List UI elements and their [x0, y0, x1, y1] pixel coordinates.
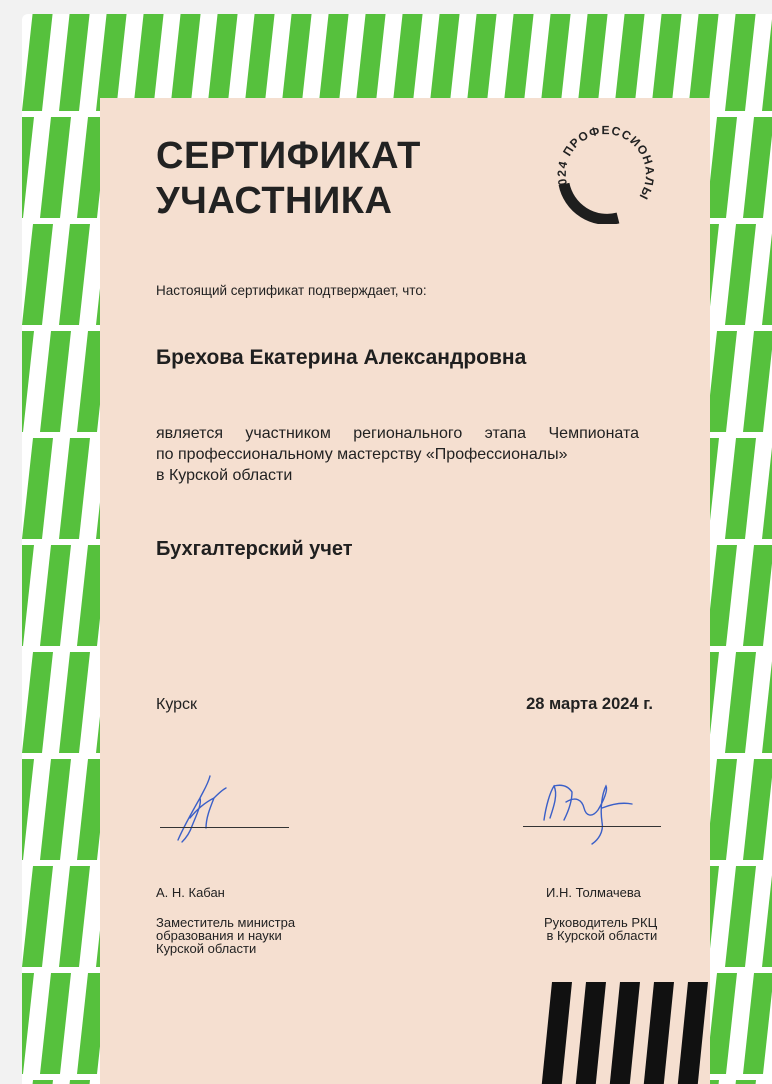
signatory-right-role-line-2: в Курской области — [546, 928, 658, 943]
stripe-tile — [743, 973, 772, 1074]
stripe-tile — [725, 652, 756, 753]
signature-line-right — [523, 826, 661, 827]
certificate-title — [156, 134, 421, 224]
stripe-tile — [40, 973, 71, 1074]
signatory-left-role-line-3: Курской области — [156, 941, 257, 956]
stripe-tile — [59, 438, 90, 539]
stripe-tile — [651, 14, 682, 111]
stripe-tile — [22, 652, 53, 753]
stripe-tile — [355, 14, 386, 111]
stripe-tile — [762, 866, 772, 967]
stripe-tile — [318, 14, 349, 111]
stripe-tile — [22, 866, 53, 967]
stripe-tile — [540, 14, 571, 111]
signatory-right-name: И.Н. Толмачева — [546, 885, 641, 900]
stripe-tile — [706, 545, 737, 646]
stripe-tile — [22, 14, 53, 111]
stripe-tile — [22, 331, 34, 432]
stripe-tile — [466, 14, 497, 111]
competition-skill: Бухгалтерский учет — [156, 538, 353, 560]
stripe-tile — [762, 438, 772, 539]
stripe-tile — [59, 14, 90, 111]
stripe-tile — [614, 14, 645, 111]
stripe-tile — [503, 14, 534, 111]
stripe-tile — [725, 866, 756, 967]
signature-left — [170, 768, 240, 848]
stripe-tile — [40, 545, 71, 646]
stripe-tile — [706, 117, 737, 218]
stripe-tile — [392, 14, 423, 111]
logo-ring-text: 2024 ПРОФЕССИОНАЛЫ — [554, 123, 658, 203]
black-stripe-accent — [532, 982, 732, 1084]
signatory-left-role-line-2: образования и науки — [156, 928, 282, 943]
stripe-tile — [743, 545, 772, 646]
stripe-tile — [22, 117, 34, 218]
professionaly-2024-logo — [552, 114, 662, 224]
issue-date: 28 марта 2024 г. — [526, 695, 653, 713]
stripe-tile — [688, 14, 719, 111]
intro-text: Настоящий сертификат подтверждает, что: — [156, 283, 427, 298]
stripe-tile — [244, 14, 275, 111]
stripe-tile — [706, 759, 737, 860]
signature-right — [536, 778, 636, 848]
stripe-tile — [762, 224, 772, 325]
stripe-tile — [22, 438, 53, 539]
stripe-tile — [743, 759, 772, 860]
stripe-tile — [725, 438, 756, 539]
signatory-left-name: А. Н. Кабан — [156, 885, 225, 900]
recipient-name: Брехова Екатерина Александровна — [156, 346, 527, 369]
stripe-tile — [96, 14, 127, 111]
signature-line-left — [160, 827, 289, 828]
description-line-2: по профессиональному мастерству «Профессионалы» — [156, 446, 568, 463]
stripe-tile — [725, 14, 756, 111]
stripe-tile — [22, 759, 34, 860]
title-line-2: УЧАСТНИКА — [156, 180, 393, 222]
stripe-tile — [762, 1080, 772, 1084]
stripe-tile — [59, 866, 90, 967]
signatory-right-role-line-1: Руководитель РКЦ — [544, 915, 658, 930]
stripe-tile — [59, 224, 90, 325]
stripe-tile — [59, 1080, 90, 1084]
stripe-tile — [22, 1080, 53, 1084]
stripe-tile — [706, 331, 737, 432]
stripe-tile — [207, 14, 238, 111]
stripe-tile — [40, 331, 71, 432]
title-line-1: СЕРТИФИКАТ — [156, 135, 421, 177]
certificate-card — [100, 98, 710, 1084]
participation-description — [156, 423, 646, 486]
certificate-sheet — [22, 14, 772, 1084]
logo-arc — [564, 184, 618, 219]
stripe-tile — [577, 14, 608, 111]
stripe-tile — [59, 652, 90, 753]
stripe-tile — [762, 14, 772, 111]
signatory-left-role — [156, 916, 295, 955]
description-line-3: в Курской области — [156, 467, 293, 484]
stripe-tile — [725, 224, 756, 325]
issue-city: Курск — [156, 696, 198, 713]
description-line-1: является участником регионального этапа Чемпионата — [156, 425, 639, 442]
signatory-left-role-line-1: Заместитель министра — [156, 915, 296, 930]
stripe-tile — [22, 545, 34, 646]
signatory-right-role — [544, 916, 657, 942]
stripe-tile — [743, 331, 772, 432]
stripe-tile — [429, 14, 460, 111]
stripe-tile — [22, 973, 34, 1074]
stripe-tile — [281, 14, 312, 111]
stripe-tile — [133, 14, 164, 111]
stripe-tile — [170, 14, 201, 111]
stripe-tile — [762, 652, 772, 753]
stripe-tile — [40, 759, 71, 860]
stripe-tile — [40, 117, 71, 218]
stripe-tile — [22, 224, 53, 325]
stripe-tile — [743, 117, 772, 218]
